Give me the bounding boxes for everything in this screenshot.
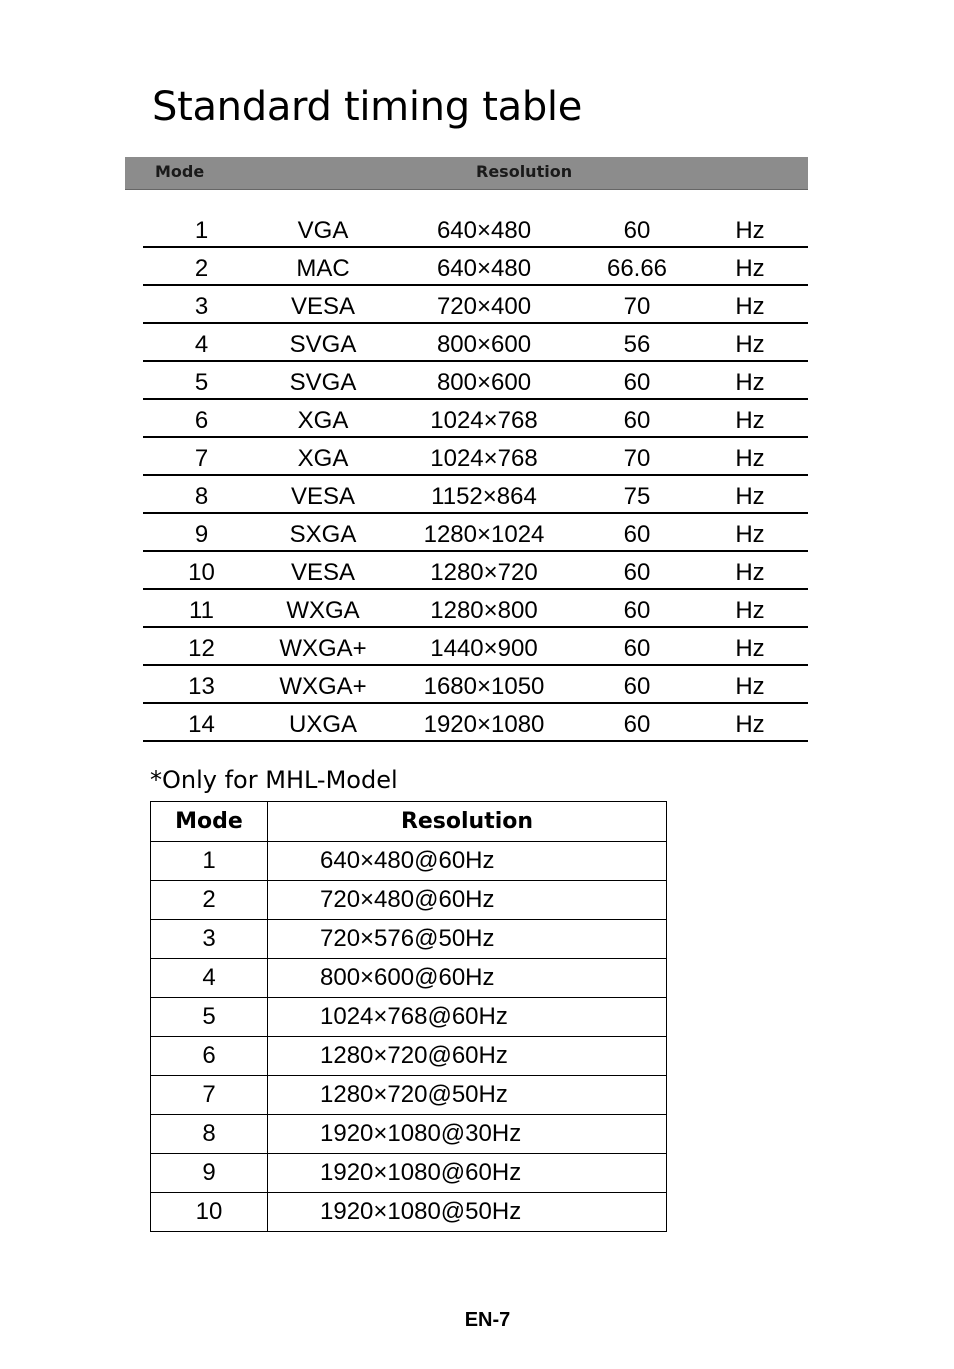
mode-number: 10 (143, 551, 260, 589)
mode-name: WXGA (260, 589, 386, 627)
table-row (143, 323, 808, 361)
resolution: 1152×864 (386, 475, 582, 513)
unit: Hz (692, 437, 808, 475)
refresh-rate: 60 (582, 399, 692, 437)
mode-number: 9 (143, 513, 260, 551)
mode-name: VESA (260, 285, 386, 323)
header-mode: Mode (155, 162, 205, 181)
table-row (151, 1193, 667, 1232)
table-row (143, 703, 808, 741)
table-row (151, 881, 667, 920)
refresh-rate: 60 (582, 551, 692, 589)
refresh-rate: 60 (582, 627, 692, 665)
mhl-mode-number: 4 (151, 959, 268, 998)
resolution: 800×600 (386, 323, 582, 361)
mhl-resolution: 800×600@60Hz (268, 959, 667, 998)
mhl-resolution: 1280×720@60Hz (268, 1037, 667, 1076)
table-row (143, 513, 808, 551)
mhl-mode-number: 3 (151, 920, 268, 959)
mhl-mode-number: 7 (151, 1076, 268, 1115)
refresh-rate: 70 (582, 285, 692, 323)
mhl-resolution: 1920×1080@30Hz (268, 1115, 667, 1154)
refresh-rate: 75 (582, 475, 692, 513)
refresh-rate: 56 (582, 323, 692, 361)
refresh-rate: 60 (582, 665, 692, 703)
mode-name: WXGA+ (260, 627, 386, 665)
mode-name: SVGA (260, 323, 386, 361)
mode-number: 11 (143, 589, 260, 627)
mode-number: 13 (143, 665, 260, 703)
mhl-resolution: 640×480@60Hz (268, 842, 667, 881)
mode-name: VGA (260, 210, 386, 247)
mhl-resolution: 720×480@60Hz (268, 881, 667, 920)
mhl-resolution: 1024×768@60Hz (268, 998, 667, 1037)
unit: Hz (692, 247, 808, 285)
unit: Hz (692, 475, 808, 513)
resolution: 640×480 (386, 210, 582, 247)
table-row (143, 399, 808, 437)
mhl-mode-number: 6 (151, 1037, 268, 1076)
mhl-mode-number: 1 (151, 842, 268, 881)
resolution: 1280×800 (386, 589, 582, 627)
mode-number: 12 (143, 627, 260, 665)
mode-name: XGA (260, 437, 386, 475)
mhl-resolution: 1920×1080@50Hz (268, 1193, 667, 1232)
unit: Hz (692, 589, 808, 627)
timing-table-header (125, 157, 808, 190)
mode-number: 7 (143, 437, 260, 475)
table-row (143, 627, 808, 665)
mode-name: VESA (260, 551, 386, 589)
header-resolution: Resolution (476, 162, 573, 181)
refresh-rate: 66.66 (582, 247, 692, 285)
resolution: 1440×900 (386, 627, 582, 665)
unit: Hz (692, 323, 808, 361)
table-row (151, 1037, 667, 1076)
resolution: 1280×720 (386, 551, 582, 589)
mhl-resolution: 720×576@50Hz (268, 920, 667, 959)
mhl-mode-number: 2 (151, 881, 268, 920)
mhl-timing-table (150, 801, 667, 1232)
table-row (151, 959, 667, 998)
mode-number: 1 (143, 210, 260, 247)
mode-name: SVGA (260, 361, 386, 399)
unit: Hz (692, 627, 808, 665)
mhl-note: *Only for MHL-Model (150, 766, 398, 794)
unit: Hz (692, 361, 808, 399)
resolution: 1680×1050 (386, 665, 582, 703)
mhl-resolution: 1280×720@50Hz (268, 1076, 667, 1115)
unit: Hz (692, 665, 808, 703)
mode-name: MAC (260, 247, 386, 285)
mhl-header-resolution: Resolution (268, 802, 667, 842)
page-number: EN-7 (464, 1309, 511, 1331)
table-row (151, 920, 667, 959)
table-row (151, 1076, 667, 1115)
unit: Hz (692, 513, 808, 551)
mhl-header-row (151, 802, 667, 842)
mode-name: SXGA (260, 513, 386, 551)
mhl-mode-number: 5 (151, 998, 268, 1037)
table-row (143, 210, 808, 247)
resolution: 640×480 (386, 247, 582, 285)
mhl-resolution: 1920×1080@60Hz (268, 1154, 667, 1193)
mode-number: 3 (143, 285, 260, 323)
resolution: 1920×1080 (386, 703, 582, 741)
resolution: 720×400 (386, 285, 582, 323)
table-row (143, 437, 808, 475)
mode-name: UXGA (260, 703, 386, 741)
table-row (143, 589, 808, 627)
resolution: 1024×768 (386, 399, 582, 437)
mode-number: 6 (143, 399, 260, 437)
resolution: 1280×1024 (386, 513, 582, 551)
unit: Hz (692, 399, 808, 437)
table-row (143, 361, 808, 399)
mode-number: 5 (143, 361, 260, 399)
refresh-rate: 60 (582, 589, 692, 627)
mode-name: VESA (260, 475, 386, 513)
mhl-mode-number: 10 (151, 1193, 268, 1232)
table-row (151, 998, 667, 1037)
mode-name: XGA (260, 399, 386, 437)
table-row (151, 1154, 667, 1193)
mhl-header-mode: Mode (151, 802, 268, 842)
table-row (143, 551, 808, 589)
mode-name: WXGA+ (260, 665, 386, 703)
resolution: 1024×768 (386, 437, 582, 475)
standard-timing-table (143, 210, 808, 742)
mhl-mode-number: 9 (151, 1154, 268, 1193)
refresh-rate: 60 (582, 513, 692, 551)
refresh-rate: 70 (582, 437, 692, 475)
mode-number: 2 (143, 247, 260, 285)
unit: Hz (692, 285, 808, 323)
unit: Hz (692, 210, 808, 247)
mhl-mode-number: 8 (151, 1115, 268, 1154)
resolution: 800×600 (386, 361, 582, 399)
mode-number: 4 (143, 323, 260, 361)
table-row (143, 475, 808, 513)
refresh-rate: 60 (582, 210, 692, 247)
table-row (151, 1115, 667, 1154)
unit: Hz (692, 703, 808, 741)
table-row (143, 247, 808, 285)
table-row (143, 285, 808, 323)
unit: Hz (692, 551, 808, 589)
page-title: Standard timing table (152, 84, 583, 130)
refresh-rate: 60 (582, 703, 692, 741)
table-row (151, 842, 667, 881)
mode-number: 14 (143, 703, 260, 741)
mode-number: 8 (143, 475, 260, 513)
table-row (143, 665, 808, 703)
refresh-rate: 60 (582, 361, 692, 399)
